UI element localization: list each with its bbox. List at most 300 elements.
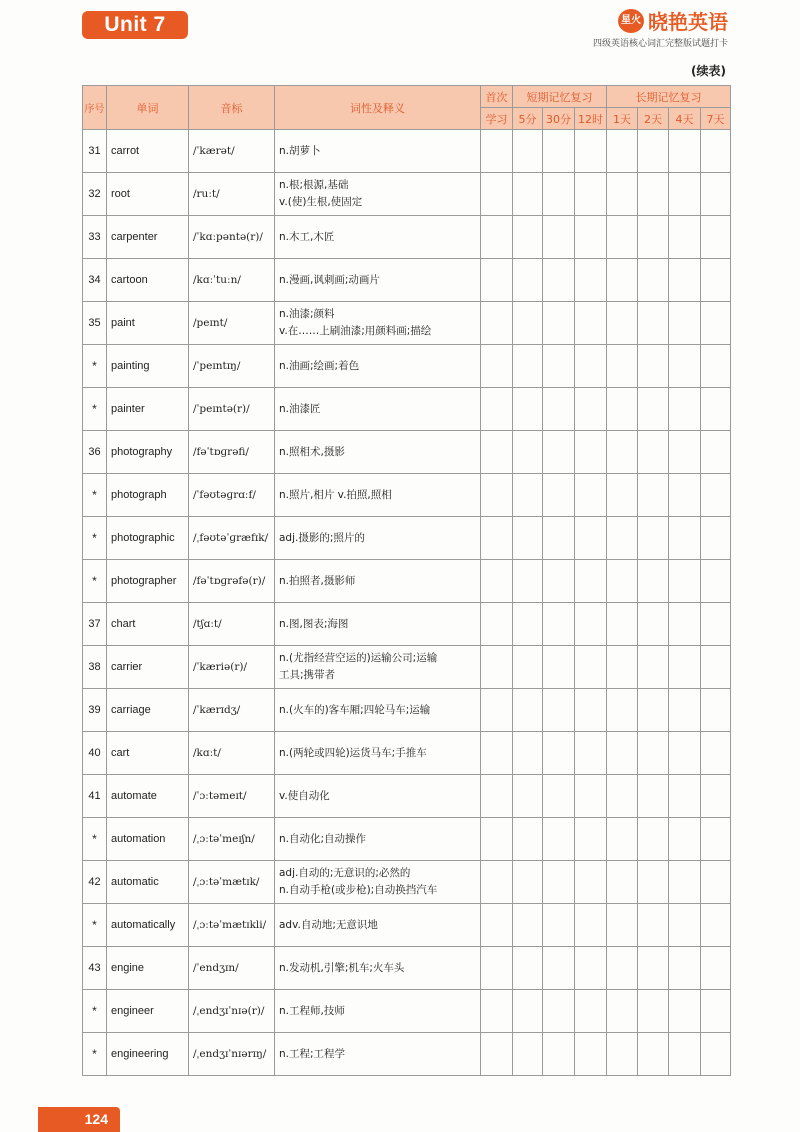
review-checkbox-cell[interactable] [575, 689, 607, 732]
row-number: * [83, 818, 107, 861]
review-checkbox-cell[interactable] [575, 474, 607, 517]
review-checkbox-cell[interactable] [481, 947, 513, 990]
table-row [83, 990, 731, 1033]
review-checkbox-cell[interactable] [701, 560, 731, 603]
review-checkbox-cell[interactable] [575, 431, 607, 474]
review-checkbox-cell[interactable] [607, 259, 638, 302]
row-number: 35 [83, 302, 107, 345]
review-checkbox-cell[interactable] [607, 775, 638, 818]
review-checkbox-cell[interactable] [669, 517, 701, 560]
review-checkbox-cell[interactable] [607, 474, 638, 517]
review-checkbox-cell[interactable] [669, 990, 701, 1033]
review-checkbox-cell[interactable] [513, 990, 543, 1033]
row-number: * [83, 345, 107, 388]
review-checkbox-cell[interactable] [638, 947, 669, 990]
table-row [83, 517, 731, 560]
review-checkbox-cell[interactable] [701, 818, 731, 861]
row-word: automatic [107, 861, 189, 904]
review-checkbox-cell[interactable] [481, 775, 513, 818]
review-checkbox-cell[interactable] [638, 818, 669, 861]
table-body [83, 130, 731, 1076]
header-short-col: 12时 [575, 108, 607, 130]
review-checkbox-cell[interactable] [607, 130, 638, 173]
review-checkbox-cell[interactable] [543, 1033, 575, 1076]
row-phonetic: /fəˈtɒɡrəfə(r)/ [189, 560, 275, 603]
review-checkbox-cell[interactable] [481, 173, 513, 216]
review-checkbox-cell[interactable] [669, 904, 701, 947]
row-word: engine [107, 947, 189, 990]
review-checkbox-cell[interactable] [481, 474, 513, 517]
row-word: cart [107, 732, 189, 775]
review-checkbox-cell[interactable] [575, 345, 607, 388]
review-checkbox-cell[interactable] [575, 775, 607, 818]
row-phonetic: /ˈpeɪntə(r)/ [189, 388, 275, 431]
review-checkbox-cell[interactable] [638, 259, 669, 302]
review-checkbox-cell[interactable] [701, 732, 731, 775]
definition-line: adj.自动的;无意识的;必然的 [279, 867, 411, 879]
table-row [83, 431, 731, 474]
review-checkbox-cell[interactable] [543, 474, 575, 517]
review-checkbox-cell[interactable] [543, 345, 575, 388]
table-row [83, 1033, 731, 1076]
row-number: * [83, 474, 107, 517]
header-long-col: 7天 [701, 108, 731, 130]
row-phonetic: /ˌendʒɪˈnɪərɪŋ/ [189, 1033, 275, 1076]
header-ipa: 音标 [189, 86, 275, 130]
review-checkbox-cell[interactable] [701, 130, 731, 173]
review-checkbox-cell[interactable] [513, 732, 543, 775]
review-checkbox-cell[interactable] [543, 990, 575, 1033]
review-checkbox-cell[interactable] [669, 603, 701, 646]
review-checkbox-cell[interactable] [669, 775, 701, 818]
definition-line: n.木工,木匠 [279, 230, 335, 243]
review-checkbox-cell[interactable] [701, 689, 731, 732]
review-checkbox-cell[interactable] [701, 388, 731, 431]
review-checkbox-cell[interactable] [513, 560, 543, 603]
review-checkbox-cell[interactable] [638, 474, 669, 517]
row-number: 33 [83, 216, 107, 259]
row-definition [275, 861, 481, 904]
review-checkbox-cell[interactable] [638, 130, 669, 173]
review-checkbox-cell[interactable] [513, 173, 543, 216]
row-definition [275, 474, 481, 517]
review-checkbox-cell[interactable] [669, 431, 701, 474]
row-phonetic: /fəˈtɒɡrəfi/ [189, 431, 275, 474]
review-checkbox-cell[interactable] [575, 861, 607, 904]
review-checkbox-cell[interactable] [513, 947, 543, 990]
definition-line: n.自动化;自动操作 [279, 832, 367, 845]
review-checkbox-cell[interactable] [638, 345, 669, 388]
row-word: photographer [107, 560, 189, 603]
review-checkbox-cell[interactable] [669, 947, 701, 990]
review-checkbox-cell[interactable] [669, 259, 701, 302]
row-word: root [107, 173, 189, 216]
row-phonetic: /ˈfəʊtəɡrɑːf/ [189, 474, 275, 517]
review-checkbox-cell[interactable] [638, 560, 669, 603]
review-checkbox-cell[interactable] [513, 603, 543, 646]
row-definition [275, 1033, 481, 1076]
brand-logo-icon: 星火 [618, 9, 644, 33]
definition-line: n.发动机,引擎;机车;火车头 [279, 961, 405, 974]
row-phonetic: /ˌɔːtəˈmeɪʃn/ [189, 818, 275, 861]
row-number: * [83, 990, 107, 1033]
row-definition [275, 990, 481, 1033]
review-checkbox-cell[interactable] [513, 904, 543, 947]
review-checkbox-cell[interactable] [638, 732, 669, 775]
review-checkbox-cell[interactable] [543, 732, 575, 775]
review-checkbox-cell[interactable] [607, 904, 638, 947]
review-checkbox-cell[interactable] [607, 431, 638, 474]
row-definition [275, 302, 481, 345]
brand-subtitle: 四级英语核心词汇完整版试题打卡 [592, 39, 728, 49]
review-checkbox-cell[interactable] [513, 474, 543, 517]
review-checkbox-cell[interactable] [607, 345, 638, 388]
review-checkbox-cell[interactable] [543, 302, 575, 345]
row-number: 41 [83, 775, 107, 818]
review-checkbox-cell[interactable] [638, 904, 669, 947]
review-checkbox-cell[interactable] [701, 775, 731, 818]
review-checkbox-cell[interactable] [669, 1033, 701, 1076]
review-checkbox-cell[interactable] [607, 173, 638, 216]
review-checkbox-cell[interactable] [513, 646, 543, 689]
review-checkbox-cell[interactable] [481, 818, 513, 861]
row-definition [275, 173, 481, 216]
review-checkbox-cell[interactable] [481, 216, 513, 259]
review-checkbox-cell[interactable] [513, 431, 543, 474]
header-first-sub: 学习 [481, 108, 513, 130]
definition-line: n.(火车的)客车厢;四轮马车;运输 [279, 703, 431, 716]
review-checkbox-cell[interactable] [481, 345, 513, 388]
review-checkbox-cell[interactable] [513, 861, 543, 904]
review-checkbox-cell[interactable] [575, 1033, 607, 1076]
row-word: photograph [107, 474, 189, 517]
review-checkbox-cell[interactable] [543, 603, 575, 646]
review-checkbox-cell[interactable] [575, 517, 607, 560]
review-checkbox-cell[interactable] [638, 689, 669, 732]
review-checkbox-cell[interactable] [638, 646, 669, 689]
review-checkbox-cell[interactable] [481, 732, 513, 775]
row-word: cartoon [107, 259, 189, 302]
row-word: engineering [107, 1033, 189, 1076]
review-checkbox-cell[interactable] [543, 173, 575, 216]
review-checkbox-cell[interactable] [543, 431, 575, 474]
review-checkbox-cell[interactable] [481, 130, 513, 173]
review-checkbox-cell[interactable] [701, 431, 731, 474]
review-checkbox-cell[interactable] [638, 302, 669, 345]
table-row [83, 775, 731, 818]
review-checkbox-cell[interactable] [575, 560, 607, 603]
table-row [83, 130, 731, 173]
table-row [83, 947, 731, 990]
row-word: automate [107, 775, 189, 818]
row-number: * [83, 904, 107, 947]
review-checkbox-cell[interactable] [575, 259, 607, 302]
review-checkbox-cell[interactable] [701, 904, 731, 947]
review-checkbox-cell[interactable] [543, 861, 575, 904]
definition-line: n.照相术,摄影 [279, 445, 345, 458]
row-definition [275, 775, 481, 818]
review-checkbox-cell[interactable] [543, 646, 575, 689]
review-checkbox-cell[interactable] [638, 603, 669, 646]
review-checkbox-cell[interactable] [543, 689, 575, 732]
definition-line: v.在……上刷油漆;用颜料画;描绘 [279, 325, 432, 337]
row-definition [275, 646, 481, 689]
review-checkbox-cell[interactable] [575, 646, 607, 689]
review-checkbox-cell[interactable] [638, 431, 669, 474]
review-checkbox-cell[interactable] [513, 388, 543, 431]
table-row [83, 345, 731, 388]
review-checkbox-cell[interactable] [607, 603, 638, 646]
review-checkbox-cell[interactable] [669, 302, 701, 345]
row-phonetic: /ˈkærət/ [189, 130, 275, 173]
review-checkbox-cell[interactable] [701, 173, 731, 216]
unit-title: Unit 7 [82, 11, 188, 39]
definition-line: n.自动手枪(或步枪);自动换挡汽车 [279, 884, 438, 896]
review-checkbox-cell[interactable] [701, 947, 731, 990]
review-checkbox-cell[interactable] [481, 302, 513, 345]
row-word: chart [107, 603, 189, 646]
table-row [83, 474, 731, 517]
review-checkbox-cell[interactable] [669, 646, 701, 689]
review-checkbox-cell[interactable] [543, 560, 575, 603]
header-short-col: 5分 [513, 108, 543, 130]
row-number: * [83, 517, 107, 560]
review-checkbox-cell[interactable] [481, 560, 513, 603]
row-word: engineer [107, 990, 189, 1033]
review-checkbox-cell[interactable] [638, 216, 669, 259]
review-checkbox-cell[interactable] [607, 216, 638, 259]
review-checkbox-cell[interactable] [607, 517, 638, 560]
definition-line: n.(两轮或四轮)运货马车;手推车 [279, 746, 427, 759]
table-row [83, 302, 731, 345]
review-checkbox-cell[interactable] [513, 259, 543, 302]
review-checkbox-cell[interactable] [638, 173, 669, 216]
header-long-col: 4天 [669, 108, 701, 130]
review-checkbox-cell[interactable] [481, 259, 513, 302]
review-checkbox-cell[interactable] [543, 947, 575, 990]
review-checkbox-cell[interactable] [638, 388, 669, 431]
review-checkbox-cell[interactable] [543, 259, 575, 302]
row-phonetic: /ˌɔːtəˈmætɪk/ [189, 861, 275, 904]
review-checkbox-cell[interactable] [607, 990, 638, 1033]
row-number: * [83, 1033, 107, 1076]
header-long-col: 1天 [607, 108, 638, 130]
row-word: automation [107, 818, 189, 861]
review-checkbox-cell[interactable] [701, 861, 731, 904]
row-number: 37 [83, 603, 107, 646]
definition-line: n.(尤指经营空运的)运输公司;运输 [279, 652, 438, 664]
review-checkbox-cell[interactable] [669, 861, 701, 904]
review-checkbox-cell[interactable] [607, 818, 638, 861]
header-word: 单词 [107, 86, 189, 130]
review-checkbox-cell[interactable] [701, 990, 731, 1033]
table-row [83, 560, 731, 603]
review-checkbox-cell[interactable] [481, 646, 513, 689]
review-checkbox-cell[interactable] [607, 646, 638, 689]
review-checkbox-cell[interactable] [481, 517, 513, 560]
review-checkbox-cell[interactable] [607, 947, 638, 990]
row-word: painting [107, 345, 189, 388]
review-checkbox-cell[interactable] [481, 861, 513, 904]
review-checkbox-cell[interactable] [481, 689, 513, 732]
review-checkbox-cell[interactable] [669, 216, 701, 259]
row-definition [275, 259, 481, 302]
header-short: 短期记忆复习 [513, 86, 607, 108]
review-checkbox-cell[interactable] [575, 904, 607, 947]
review-checkbox-cell[interactable] [638, 861, 669, 904]
definition-line: adv.自动地;无意识地 [279, 918, 378, 931]
definition-line: v.(使)生根,使固定 [279, 196, 363, 208]
row-word: carriage [107, 689, 189, 732]
review-checkbox-cell[interactable] [607, 1033, 638, 1076]
review-checkbox-cell[interactable] [701, 216, 731, 259]
review-checkbox-cell[interactable] [513, 216, 543, 259]
review-checkbox-cell[interactable] [607, 689, 638, 732]
page-number: 124 [38, 1107, 120, 1132]
table-row [83, 818, 731, 861]
review-checkbox-cell[interactable] [607, 302, 638, 345]
row-number: * [83, 560, 107, 603]
table-row [83, 173, 731, 216]
review-checkbox-cell[interactable] [701, 646, 731, 689]
review-checkbox-cell[interactable] [669, 560, 701, 603]
review-checkbox-cell[interactable] [513, 517, 543, 560]
row-phonetic: /ˌendʒɪˈnɪə(r)/ [189, 990, 275, 1033]
row-phonetic: /ˌfəʊtəˈɡræfɪk/ [189, 517, 275, 560]
review-checkbox-cell[interactable] [481, 388, 513, 431]
review-checkbox-cell[interactable] [481, 603, 513, 646]
definition-line: n.照片,相片 v.拍照,照相 [279, 488, 392, 501]
row-number: 36 [83, 431, 107, 474]
review-checkbox-cell[interactable] [575, 216, 607, 259]
row-phonetic: /peɪnt/ [189, 302, 275, 345]
review-checkbox-cell[interactable] [543, 517, 575, 560]
header-short-col: 30分 [543, 108, 575, 130]
review-checkbox-cell[interactable] [669, 732, 701, 775]
table-row [83, 646, 731, 689]
definition-line: n.油漆;颜料 [279, 308, 335, 320]
review-checkbox-cell[interactable] [513, 818, 543, 861]
header-num: 序号 [83, 86, 107, 130]
review-checkbox-cell[interactable] [607, 560, 638, 603]
review-checkbox-cell[interactable] [701, 1033, 731, 1076]
row-phonetic: /ˈendʒɪn/ [189, 947, 275, 990]
review-checkbox-cell[interactable] [701, 345, 731, 388]
review-checkbox-cell[interactable] [481, 1033, 513, 1076]
review-checkbox-cell[interactable] [543, 130, 575, 173]
row-phonetic: /ˈpeɪntɪŋ/ [189, 345, 275, 388]
review-checkbox-cell[interactable] [669, 173, 701, 216]
review-checkbox-cell[interactable] [543, 818, 575, 861]
review-checkbox-cell[interactable] [701, 474, 731, 517]
definition-line: n.工程师,技师 [279, 1004, 345, 1017]
review-checkbox-cell[interactable] [575, 173, 607, 216]
brand-name: 晓艳英语 [648, 10, 728, 34]
row-word: carrier [107, 646, 189, 689]
table-row [83, 689, 731, 732]
review-checkbox-cell[interactable] [638, 517, 669, 560]
review-checkbox-cell[interactable] [669, 345, 701, 388]
review-checkbox-cell[interactable] [669, 130, 701, 173]
review-checkbox-cell[interactable] [669, 474, 701, 517]
review-checkbox-cell[interactable] [513, 689, 543, 732]
row-number: 39 [83, 689, 107, 732]
row-phonetic: /kɑːˈtuːn/ [189, 259, 275, 302]
review-checkbox-cell[interactable] [481, 431, 513, 474]
review-checkbox-cell[interactable] [607, 861, 638, 904]
row-number: 40 [83, 732, 107, 775]
review-checkbox-cell[interactable] [669, 818, 701, 861]
table-row [83, 732, 731, 775]
review-checkbox-cell[interactable] [701, 603, 731, 646]
table-row [83, 603, 731, 646]
review-checkbox-cell[interactable] [638, 775, 669, 818]
row-phonetic: /ruːt/ [189, 173, 275, 216]
review-checkbox-cell[interactable] [575, 990, 607, 1033]
review-checkbox-cell[interactable] [481, 990, 513, 1033]
review-checkbox-cell[interactable] [513, 130, 543, 173]
review-checkbox-cell[interactable] [575, 130, 607, 173]
vocab-table [82, 85, 731, 1076]
review-checkbox-cell[interactable] [701, 302, 731, 345]
review-checkbox-cell[interactable] [543, 775, 575, 818]
review-checkbox-cell[interactable] [575, 818, 607, 861]
review-checkbox-cell[interactable] [638, 990, 669, 1033]
table-row [83, 904, 731, 947]
review-checkbox-cell[interactable] [543, 216, 575, 259]
review-checkbox-cell[interactable] [481, 904, 513, 947]
row-word: photography [107, 431, 189, 474]
review-checkbox-cell[interactable] [575, 302, 607, 345]
row-phonetic: /ˈɔːtəmeɪt/ [189, 775, 275, 818]
review-checkbox-cell[interactable] [513, 1033, 543, 1076]
definition-line: 工具;携带者 [279, 669, 336, 681]
table-row [83, 259, 731, 302]
row-number: 31 [83, 130, 107, 173]
review-checkbox-cell[interactable] [513, 775, 543, 818]
definition-line: n.根;根源,基础 [279, 179, 349, 191]
row-definition [275, 818, 481, 861]
header-long: 长期记忆复习 [607, 86, 731, 108]
row-definition [275, 689, 481, 732]
review-checkbox-cell[interactable] [575, 388, 607, 431]
review-checkbox-cell[interactable] [543, 904, 575, 947]
row-definition [275, 947, 481, 990]
definition-line: n.漫画,讽刺画;动画片 [279, 273, 380, 286]
review-checkbox-cell[interactable] [669, 388, 701, 431]
row-definition [275, 216, 481, 259]
review-checkbox-cell[interactable] [701, 517, 731, 560]
review-checkbox-cell[interactable] [513, 302, 543, 345]
header-long-col: 2天 [638, 108, 669, 130]
review-checkbox-cell[interactable] [543, 388, 575, 431]
review-checkbox-cell[interactable] [701, 259, 731, 302]
review-checkbox-cell[interactable] [638, 1033, 669, 1076]
review-checkbox-cell[interactable] [669, 689, 701, 732]
row-definition [275, 345, 481, 388]
review-checkbox-cell[interactable] [607, 732, 638, 775]
definition-line: n.油画;绘画;着色 [279, 359, 360, 372]
review-checkbox-cell[interactable] [607, 388, 638, 431]
review-checkbox-cell[interactable] [575, 732, 607, 775]
definition-line: n.拍照者,摄影师 [279, 574, 356, 587]
review-checkbox-cell[interactable] [513, 345, 543, 388]
row-phonetic: /ˈkæriə(r)/ [189, 646, 275, 689]
row-definition [275, 130, 481, 173]
review-checkbox-cell[interactable] [575, 947, 607, 990]
review-checkbox-cell[interactable] [575, 603, 607, 646]
definition-line: v.使自动化 [279, 789, 330, 802]
